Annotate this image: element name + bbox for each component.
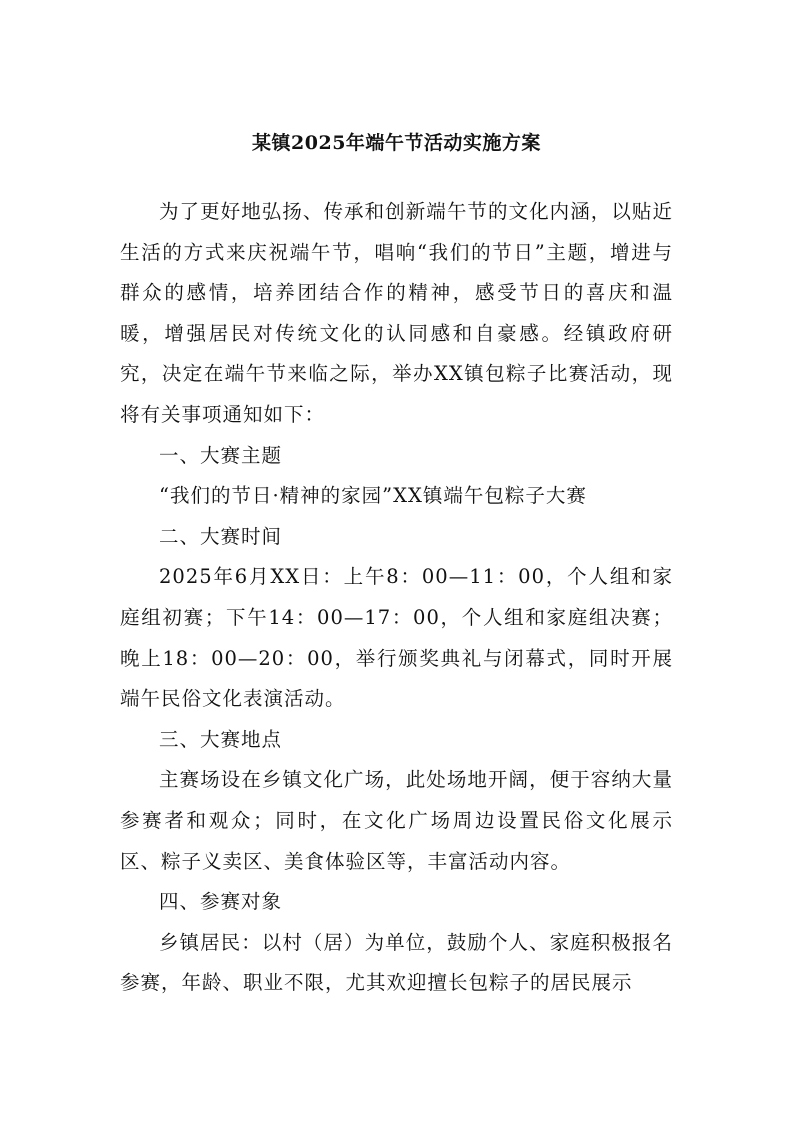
intro-paragraph: 为了更好地弘扬、传承和创新端午节的文化内涵，以贴近生活的方式来庆祝端午节，唱响“我们的节日”主题，增进与群众的感情，培养团结合作的精神，感受节日的喜庆和温暖，增强居民对传统文化的认同感和自豪感。经镇政府研究，决定在端午节来临之际，举办XX镇包粽子比赛活动，现将有关事项通知如下： (120, 200, 673, 426)
document-title: 某镇2025年端午节活动实施方案 (252, 132, 541, 154)
document-body (120, 192, 673, 1004)
location-paragraph: 主赛场设在乡镇文化广场，此处场地开阔，便于容纳大量参赛者和观众；同时，在文化广场周边设置民俗文化展示区、粽子义卖区、美食体验区等，丰富活动内容。 (120, 768, 673, 873)
section-heading-theme: 一、大赛主题 (159, 443, 283, 467)
section-heading-location: 三、大赛地点 (159, 727, 283, 751)
time-paragraph: 2025年6月XX日：上午8：00—11：00，个人组和家庭组初赛；下午14：00—17：00，个人组和家庭组决赛；晚上18：00—20：00，举行颁奖典礼与闭幕式，同时开展端午民俗文化表演活动。 (120, 565, 673, 711)
theme-paragraph: “我们的节日·精神的家园”XX镇端午包粽子大赛 (159, 484, 587, 508)
section-heading-participants: 四、参赛对象 (159, 890, 283, 914)
participants-paragraph: 乡镇居民：以村（居）为单位，鼓励个人、家庭积极报名参赛，年龄、职业不限，尤其欢迎擅长包粽子的居民展示 (120, 930, 673, 995)
section-heading-time: 二、大赛时间 (159, 524, 283, 548)
